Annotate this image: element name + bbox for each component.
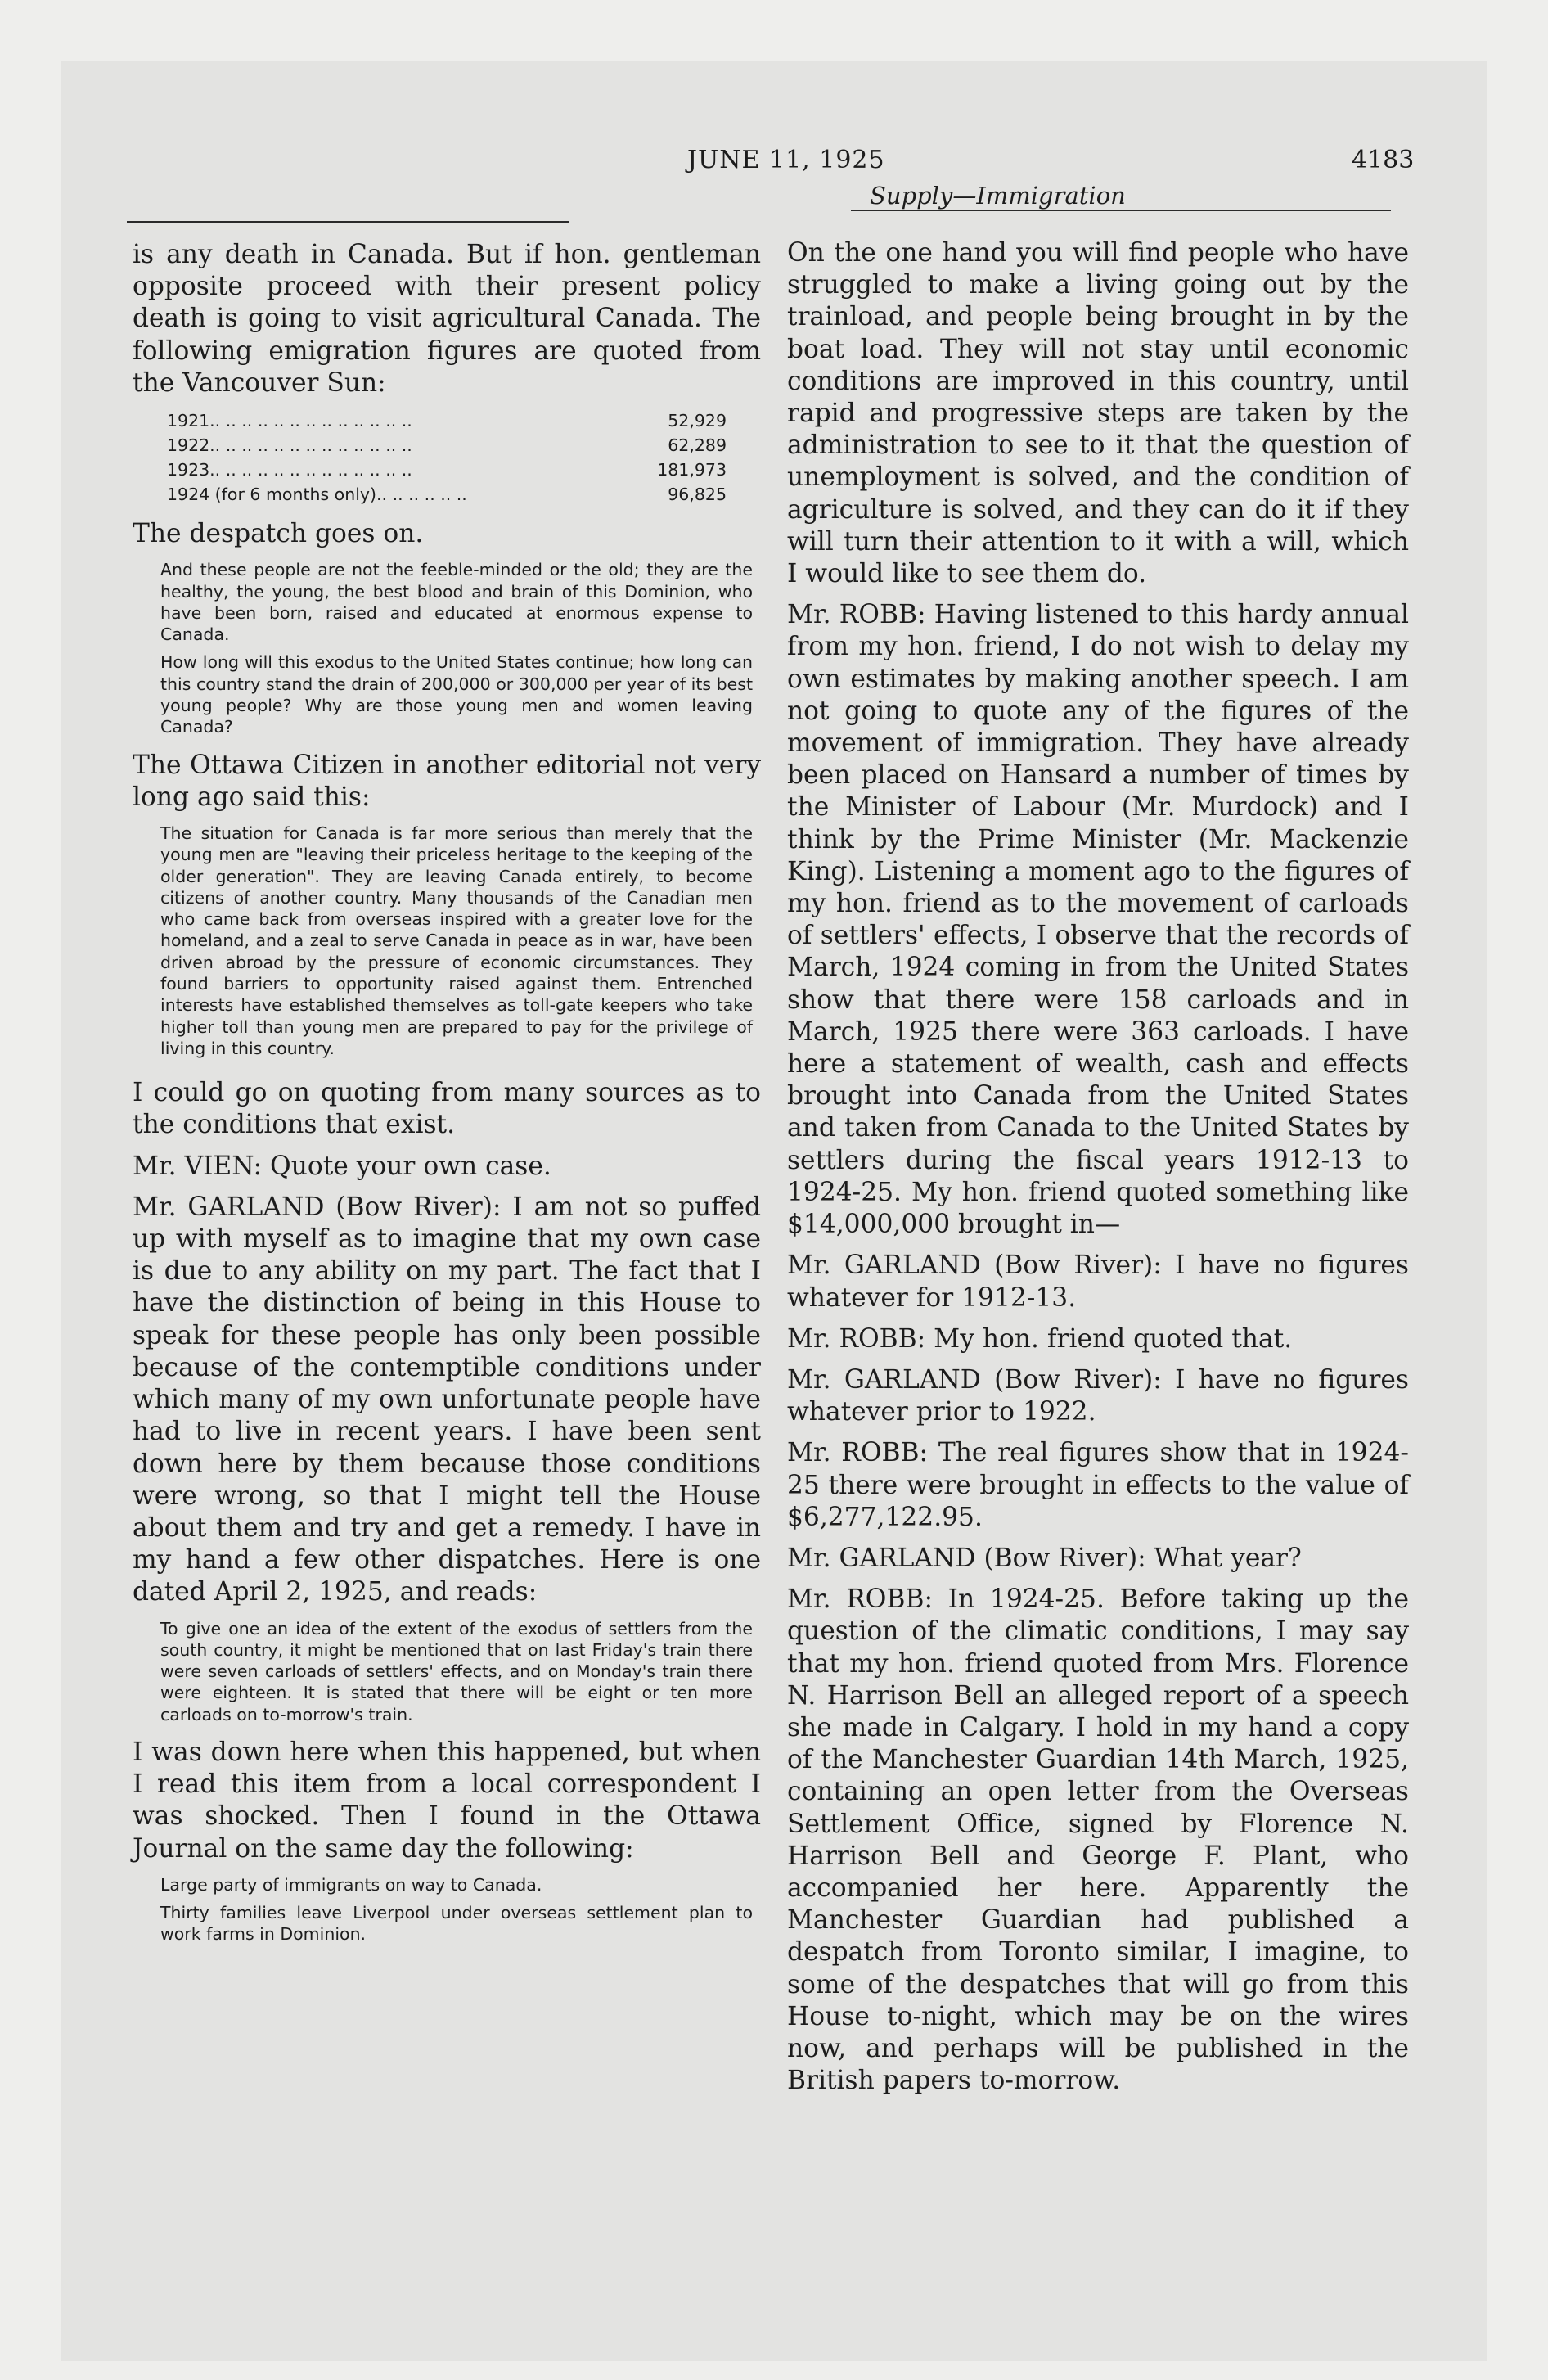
quotation: Large party of immigrants on way to Canada. bbox=[160, 1874, 542, 1895]
paragraph: I was down here when this happened, but when I read this item from a local correspondent I was shocked. Then I found in the Ottawa Journal on the same day the following: bbox=[133, 1738, 761, 1864]
page-number: 4183 bbox=[1352, 146, 1415, 174]
table-row bbox=[167, 482, 727, 507]
quotation: To give one an idea of the extent of the exodus of settlers from the south country, it might be mentioned that on last Friday's train there were seven carloads of settlers' effects, and on Monday's train there were eighteen. It is stated that there will be eight or ten more carloads on to-morrow's train. bbox=[160, 1618, 753, 1724]
paragraph: is any death in Canada. But if hon. gentleman opposite proceed with their present policy death is going to visit agricultural Canada. The following emigration figures are quoted from the Vancouver Sun: bbox=[133, 240, 761, 398]
speech-garland: Mr. GARLAND (Bow River): I have no figures whatever for 1912-13. bbox=[787, 1251, 1409, 1313]
left-column bbox=[133, 239, 761, 1952]
column-top-rule bbox=[127, 221, 569, 223]
table-value: 52,929 bbox=[668, 411, 727, 431]
quotation: And these people are not the feeble-minded or the old; they are the healthy, the young, the best blood and brain of this Dominion, who have been born, raised and educated at enormous expense to Canada. bbox=[160, 560, 753, 645]
speech-robb: Mr. ROBB: Having listened to this hardy annual from my hon. friend, I do not wish to delay my own estimates by making another speech. I am not going to quote any of the figures of the movement of immigration. They have already been placed on Hansard a number of times by the Minister of Labour (Mr. Murdock) and I think by the Prime Minister (Mr. Mackenzie King). Listening a moment ago to the figures of my hon. friend as to the movement of carloads of settlers' effects, I observe that the records of March, 1924 coming in from the United States show that there were 158 carloads and in March, 1925 there were 363 carloads. I have here a statement of wealth, cash and effects brought into Canada from the United States and taken from Canada to the United States by settlers during the fiscal years 1912-13 to 1924-25. My hon. friend quoted something like $14,000,000 brought in— bbox=[787, 600, 1409, 1240]
header-rule bbox=[851, 210, 1391, 211]
table-year: 1924 (for 6 months only).. .. .. .. .. .. bbox=[167, 485, 467, 505]
speech-garland: Mr. GARLAND (Bow River): What year? bbox=[787, 1543, 1302, 1573]
table-row bbox=[167, 408, 727, 433]
header-subject: Supply—Immigration bbox=[870, 182, 1126, 210]
paragraph: The despatch goes on. bbox=[133, 519, 424, 549]
speech-garland: Mr. GARLAND (Bow River): I have no figures whatever prior to 1922. bbox=[787, 1364, 1409, 1427]
emigration-figures-table bbox=[167, 408, 727, 507]
quotation: The situation for Canada is far more serious than merely that the young men are "leaving their priceless heritage to the keeping of the older generation". They are leaving Canada entirely, to become citizens of another country. Many thousands of the Canadian men who came back from overseas inspired with a greater love for the homeland, and a zeal to serve Canada in peace as in war, have been driven abroad by the pressure of economic circumstances. They found barriers to opportunity raised against them. Entrenched interests have established themselves as toll-gate keepers who take higher toll than young men are prepared to pay for the privilege of living in this country. bbox=[160, 823, 753, 1058]
table-value: 62,289 bbox=[668, 435, 727, 456]
paragraph: The Ottawa Citizen in another editorial not very long ago said this: bbox=[133, 750, 761, 812]
speech-robb: Mr. ROBB: In 1924-25. Before taking up the question of the climatic conditions, I may say that my hon. friend quoted from Mrs. Florence N. Harrison Bell an alleged report of a speech she made in Calgary. I hold in my hand a copy of the Manchester Guardian 14th March, 1925, containing an open letter from the Overseas Settlement Office, signed by Florence N. Harrison Bell and George F. Plant, who accompanied her here. Apparently the Manchester Guardian had published a despatch from Toronto similar, I imagine, to some of the despatches that will go from this House to-night, which may be on the wires now, and perhaps will be published in the British papers to-morrow. bbox=[787, 1584, 1409, 2096]
table-value: 96,825 bbox=[668, 485, 727, 505]
table-year: 1922.. .. .. .. .. .. .. .. .. .. .. .. .. bbox=[167, 435, 412, 456]
speech-vien: Mr. VIEN: Quote your own case. bbox=[133, 1151, 551, 1181]
header-date: JUNE 11, 1925 bbox=[687, 146, 885, 174]
quotation: Thirty families leave Liverpool under overseas settlement plan to work farms in Dominion. bbox=[160, 1903, 753, 1945]
paragraph: On the one hand you will find people who have struggled to make a living going out by the trainload, and people being brought in by the boat load. They will not stay until economic conditions are improved in this country, until rapid and progressive steps are taken by the administration to see to it that the question of unemployment is solved, and the condition of agriculture is solved, and they can do it if they will turn their attention to it with a will, which I would like to see them do. bbox=[787, 238, 1409, 589]
speech-robb: Mr. ROBB: My hon. friend quoted that. bbox=[787, 1323, 1293, 1354]
paragraph: I could go on quoting from many sources as to the conditions that exist. bbox=[133, 1078, 761, 1140]
table-row bbox=[167, 458, 727, 482]
quotation: How long will this exodus to the United States continue; how long can this country stand the drain of 200,000 or 300,000 per year of its best young people? Why are those young men and women leaving Canada? bbox=[160, 652, 753, 737]
speech-robb: Mr. ROBB: The real figures show that in 1924-25 there were brought in effects to the value of $6,277,122.95. bbox=[787, 1438, 1409, 1532]
right-column bbox=[787, 237, 1409, 2106]
table-year: 1923.. .. .. .. .. .. .. .. .. .. .. .. .. bbox=[167, 460, 412, 480]
table-row bbox=[167, 433, 727, 458]
speech-garland: Mr. GARLAND (Bow River): I am not so puffed up with myself as to imagine that my own case is due to any ability on my part. The fact that I have the distinction of being in this House to speak for these people has only been possible because of the contemptible conditions under which many of my own unfortunate people have had to live in recent years. I have been sent down here by them because those conditions were wrong, so that I might tell the House about them and try and get a remedy. I have in my hand a few other dispatches. Here is one dated April 2, 1925, and reads: bbox=[133, 1192, 761, 1607]
table-value: 181,973 bbox=[657, 460, 727, 480]
table-year: 1921.. .. .. .. .. .. .. .. .. .. .. .. .. bbox=[167, 411, 412, 431]
